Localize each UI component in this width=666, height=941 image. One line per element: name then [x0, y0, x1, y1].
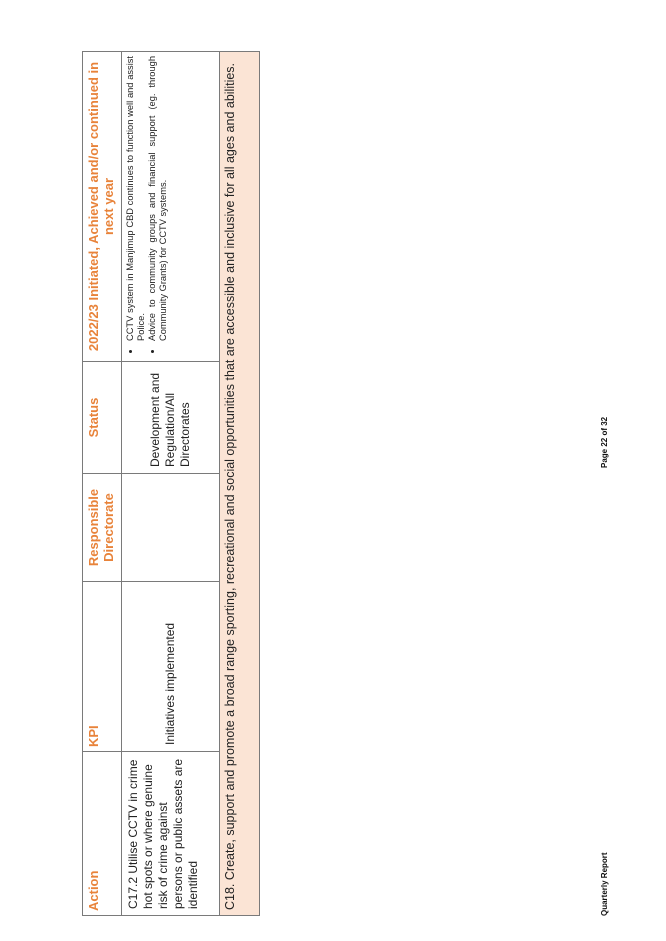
header-achieved: 2022/23 Initiated, Achieved and/or continued in next year: [83, 52, 122, 362]
footer-page-number: Page 22 of 32: [600, 416, 609, 468]
rotated-page-content: [82, 52, 260, 916]
cell-status: Development and Regulation/All Directorates: [122, 362, 220, 474]
header-kpi: KPI: [83, 582, 122, 752]
header-responsible-directorate: Responsible Directorate: [83, 474, 122, 582]
list-item: • Advice to community groups and financial support (eg. through Community Grants) for CCTV systems.: [147, 56, 169, 341]
achieved-list: [125, 56, 169, 357]
footer-report-name: Quarterly Report: [600, 852, 609, 916]
header-status: Status: [83, 362, 122, 474]
cell-directorate: [122, 474, 220, 582]
header-action: Action: [83, 752, 122, 916]
table-row: [122, 52, 220, 916]
cell-action: C17.2 Utilise CCTV in crime hot spots or where genuine risk of crime against persons or public assets are identified: [122, 752, 220, 916]
goal-c18: C18. Create, support and promote a broad range sporting, recreational and social opportunities that are accessible and inclusive for all ages and abilities.: [220, 52, 260, 916]
action-plan-table: [82, 51, 260, 916]
cell-kpi: Initiatives implemented: [122, 582, 220, 752]
goal-row: [220, 52, 260, 916]
cell-achieved: [122, 52, 220, 362]
table-header-row: [83, 52, 122, 916]
list-item: • CCTV system in Manjimup CBD continues to function well and assist Police.: [125, 56, 147, 341]
